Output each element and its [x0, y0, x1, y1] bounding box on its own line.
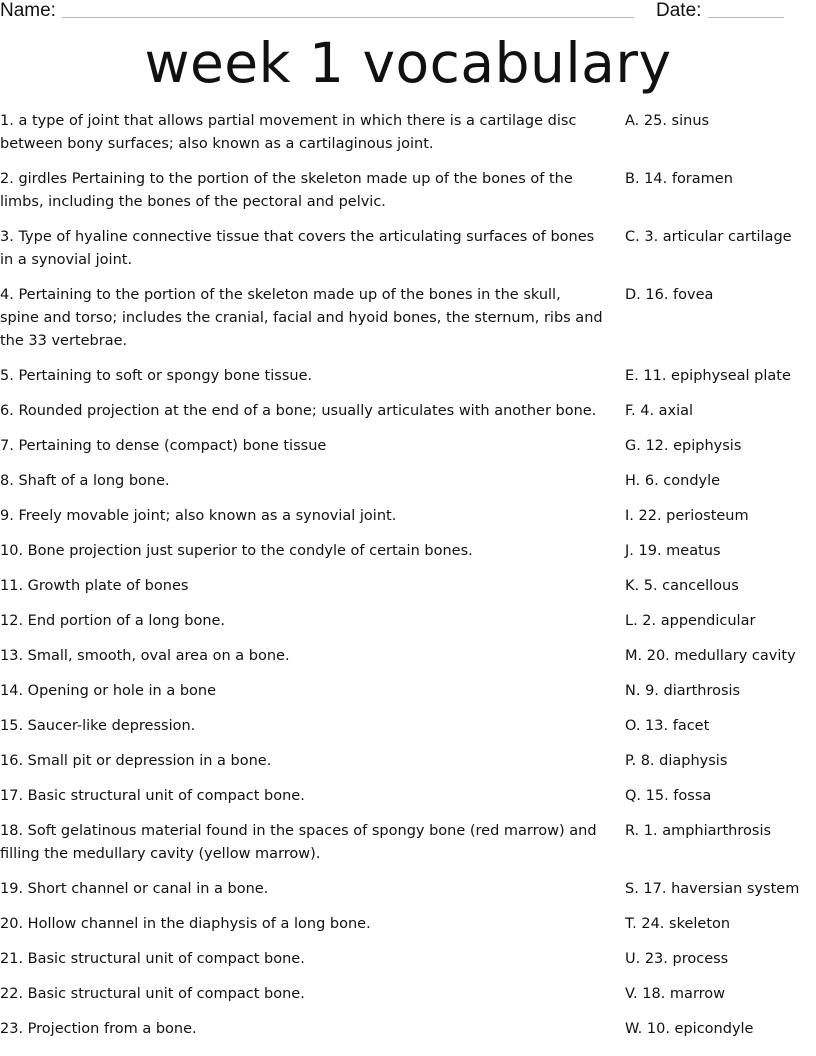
- list-item: [0, 983, 816, 1006]
- clue-text: 4. Pertaining to the portion of the skeleton made up of the bones in the skull, spine and torso; includes the cranial, facial and hyoid bones, the sternum, ribs and the 33 vertebrae.: [0, 287, 603, 349]
- list-item: [0, 226, 816, 272]
- list-item: [0, 470, 816, 493]
- answer-text: Q. 15. fossa: [625, 788, 712, 804]
- list-item: [0, 715, 816, 738]
- answer-text: A. 25. sinus: [625, 113, 710, 129]
- clue-text: 15. Saucer-like depression.: [0, 718, 196, 734]
- clue-text: 1. a type of joint that allows partial movement in which there is a cartilage disc between bony surfaces; also known as a cartilaginous joint.: [0, 113, 577, 152]
- answer-text: T. 24. skeleton: [625, 916, 731, 932]
- name-input-line[interactable]: [62, 17, 634, 18]
- clue-text: 6. Rounded projection at the end of a bone; usually articulates with another bone.: [0, 403, 597, 419]
- answer-text: G. 12. epiphysis: [625, 438, 742, 454]
- header: [0, 0, 816, 24]
- answer-text: M. 20. medullary cavity: [625, 648, 796, 664]
- clue-text: 2. girdles Pertaining to the portion of the skeleton made up of the bones of the limbs, including the bones of the pectoral and pelvic.: [0, 171, 573, 210]
- clue-text: 23. Projection from a bone.: [0, 1021, 197, 1037]
- list-item: [0, 610, 816, 633]
- list-item: [0, 435, 816, 458]
- list-item: [0, 110, 816, 156]
- clue-text: 10. Bone projection just superior to the condyle of certain bones.: [0, 543, 473, 559]
- clue-text: 18. Soft gelatinous material found in the spaces of spongy bone (red marrow) and filling the medullary cavity (yellow marrow).: [0, 823, 597, 862]
- clue-text: 22. Basic structural unit of compact bone.: [0, 986, 305, 1002]
- answer-text: I. 22. periosteum: [625, 508, 749, 524]
- answer-text: W. 10. epicondyle: [625, 1021, 754, 1037]
- answer-text: K. 5. cancellous: [625, 578, 739, 594]
- clue-text: 9. Freely movable joint; also known as a synovial joint.: [0, 508, 397, 524]
- list-item: [0, 820, 816, 866]
- matching-list: [0, 110, 816, 1053]
- answer-text: C. 3. articular cartilage: [625, 229, 792, 245]
- page-title: week 1 vocabulary: [144, 31, 672, 95]
- answer-text: J. 19. meatus: [625, 543, 721, 559]
- answer-text: R. 1. amphiarthrosis: [625, 823, 772, 839]
- clue-text: 14. Opening or hole in a bone: [0, 683, 216, 699]
- list-item: [0, 505, 816, 528]
- clue-text: 16. Small pit or depression in a bone.: [0, 753, 272, 769]
- list-item: [0, 575, 816, 598]
- answer-text: U. 23. process: [625, 951, 729, 967]
- clue-text: 19. Short channel or canal in a bone.: [0, 881, 269, 897]
- answer-text: L. 2. appendicular: [625, 613, 756, 629]
- list-item: [0, 645, 816, 668]
- answer-text: B. 14. foramen: [625, 171, 733, 187]
- answer-text: H. 6. condyle: [625, 473, 721, 489]
- list-item: [0, 785, 816, 808]
- clue-text: 8. Shaft of a long bone.: [0, 473, 170, 489]
- list-item: [0, 365, 816, 388]
- answer-text: E. 11. epiphyseal plate: [625, 368, 791, 384]
- answer-text: S. 17. haversian system: [625, 881, 800, 897]
- list-item: [0, 878, 816, 901]
- date-label: Date:: [656, 0, 702, 21]
- clue-text: 17. Basic structural unit of compact bone.: [0, 788, 305, 804]
- list-item: [0, 680, 816, 703]
- name-label: Name:: [0, 0, 56, 21]
- answer-text: O. 13. facet: [625, 718, 710, 734]
- list-item: [0, 913, 816, 936]
- answer-text: V. 18. marrow: [625, 986, 726, 1002]
- date-input-line[interactable]: [708, 17, 784, 18]
- answer-text: D. 16. fovea: [625, 287, 714, 303]
- list-item: [0, 284, 816, 353]
- list-item: [0, 948, 816, 971]
- answer-text: N. 9. diarthrosis: [625, 683, 741, 699]
- answer-text: F. 4. axial: [625, 403, 694, 419]
- clue-text: 5. Pertaining to soft or spongy bone tissue.: [0, 368, 313, 384]
- list-item: [0, 400, 816, 423]
- clue-text: 12. End portion of a long bone.: [0, 613, 226, 629]
- clue-text: 7. Pertaining to dense (compact) bone tissue: [0, 438, 327, 454]
- clue-text: 3. Type of hyaline connective tissue that covers the articulating surfaces of bones in a synovial joint.: [0, 229, 595, 268]
- clue-text: 21. Basic structural unit of compact bone.: [0, 951, 305, 967]
- answer-text: P. 8. diaphysis: [625, 753, 728, 769]
- clue-text: 11. Growth plate of bones: [0, 578, 189, 594]
- clue-text: 13. Small, smooth, oval area on a bone.: [0, 648, 290, 664]
- list-item: [0, 1018, 816, 1041]
- list-item: [0, 540, 816, 563]
- list-item: [0, 168, 816, 214]
- list-item: [0, 750, 816, 773]
- clue-text: 20. Hollow channel in the diaphysis of a long bone.: [0, 916, 371, 932]
